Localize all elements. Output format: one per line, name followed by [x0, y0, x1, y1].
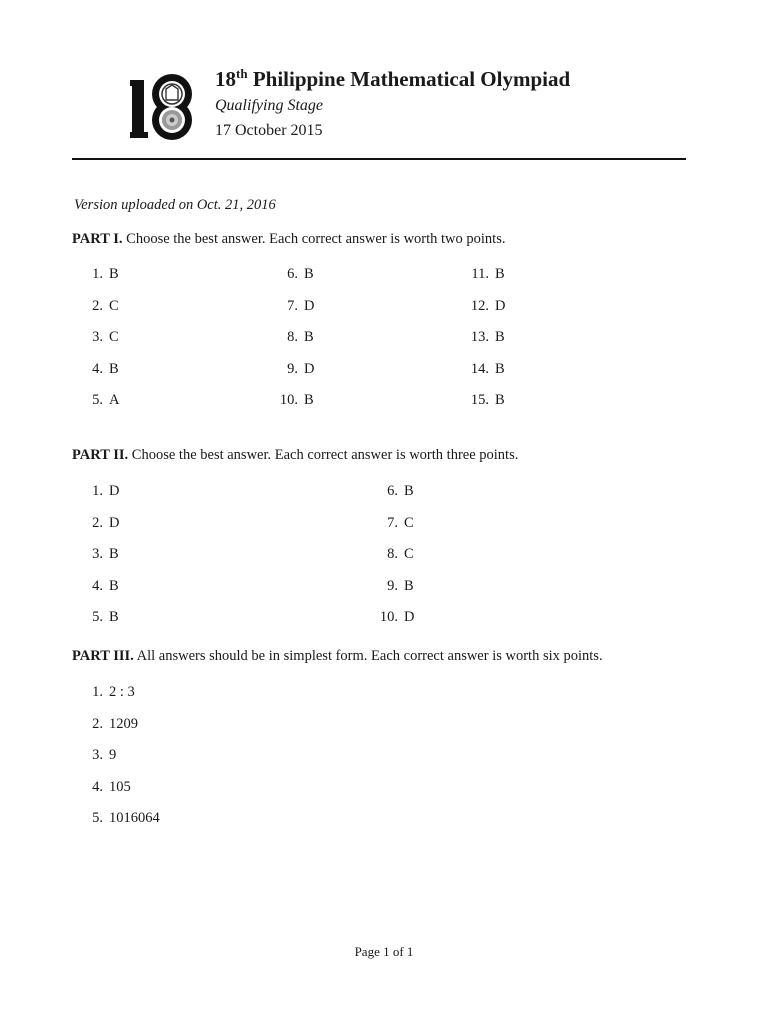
answer-value: C — [404, 546, 414, 562]
part1-answer-item — [266, 264, 314, 284]
version-note: Version uploaded on Oct. 21, 2016 — [74, 197, 276, 213]
answer-number: 5. — [92, 810, 103, 826]
part2-answer-item — [71, 607, 119, 627]
answer-number: 5. — [92, 392, 103, 408]
answer-number: 4. — [92, 360, 103, 377]
part3-heading: PART III. All answers should be in simplest form. Each correct answer is worth six points. — [72, 648, 603, 664]
part2-answer-item — [366, 607, 414, 627]
answer-value: D — [109, 514, 120, 531]
part1-answer-item — [71, 359, 119, 379]
answer-value: 1209 — [109, 715, 138, 732]
answer-value: C — [109, 297, 119, 314]
answer-value: 1016064 — [109, 810, 160, 826]
answer-number: 6. — [287, 266, 298, 282]
answer-number: 2. — [92, 715, 103, 732]
answer-number: 1. — [92, 684, 103, 700]
pmo-18-logo — [130, 72, 196, 140]
answer-value: C — [109, 329, 119, 345]
answer-number: 3. — [92, 546, 103, 562]
part3-answer-item — [71, 745, 116, 765]
document-header — [215, 64, 570, 144]
answer-value: 2 : 3 — [109, 684, 135, 700]
answer-number: 1. — [92, 266, 103, 282]
page-footer: Page 1 of 1 — [354, 944, 414, 959]
part2-answer-item — [71, 576, 119, 596]
part2-answer-item — [366, 544, 414, 564]
answer-number: 15. — [470, 392, 489, 408]
answer-value: B — [109, 266, 119, 282]
part2-answer-item — [71, 513, 119, 533]
part2-answer-item — [71, 544, 119, 564]
answer-value: B — [495, 266, 505, 282]
part2-heading: PART II. Choose the best answer. Each correct answer is worth three points. — [72, 447, 519, 463]
part1-answer-item — [71, 264, 119, 284]
answer-value: D — [495, 297, 506, 314]
competition-title: 18th Philippine Mathematical Olympiad — [215, 66, 571, 91]
answer-value: C — [404, 514, 414, 531]
answer-value: B — [109, 360, 119, 377]
answer-value: B — [404, 483, 414, 499]
answer-number: 8. — [287, 329, 298, 345]
answer-number: 6. — [387, 483, 398, 499]
header-divider — [72, 158, 686, 160]
answer-number: 2. — [92, 514, 103, 531]
part2-answer-item — [366, 481, 414, 501]
part1-heading: PART I. Choose the best answer. Each correct answer is worth two points. — [72, 231, 506, 247]
part2-answer-item — [366, 576, 414, 596]
part1-answer-item — [71, 296, 119, 316]
part3-answer-item — [71, 808, 160, 828]
stage-subtitle: Qualifying Stage — [215, 97, 323, 114]
answer-number: 10. — [279, 392, 298, 408]
part3-answer-item — [71, 714, 138, 734]
answer-number: 9. — [287, 360, 298, 377]
part3-answer-item — [71, 777, 131, 797]
answer-value: B — [495, 329, 505, 345]
answer-number: 8. — [387, 546, 398, 562]
part1-answer-item — [266, 359, 314, 379]
answer-value: B — [404, 577, 414, 594]
answer-value: B — [109, 609, 119, 625]
exam-date: 17 October 2015 — [215, 122, 323, 139]
part3-answer-item — [71, 682, 135, 702]
answer-number: 3. — [92, 329, 103, 345]
answer-number: 11. — [471, 266, 489, 282]
answer-number: 14. — [470, 360, 489, 377]
answer-number: 4. — [92, 778, 103, 795]
answer-value: D — [304, 360, 315, 377]
answer-value: A — [109, 392, 120, 408]
answer-number: 1. — [92, 483, 103, 499]
answer-value: 105 — [109, 778, 131, 795]
answer-number: 7. — [287, 297, 298, 314]
part2-answer-item — [366, 513, 414, 533]
answer-number: 4. — [92, 577, 103, 594]
answer-number: 2. — [92, 297, 103, 314]
answer-number: 3. — [92, 747, 103, 763]
part1-answer-item — [266, 390, 314, 410]
answer-value: B — [109, 546, 119, 562]
answer-value: B — [304, 266, 314, 282]
part1-answer-item — [266, 296, 314, 316]
answer-value: B — [304, 329, 314, 345]
answer-number: 13. — [470, 329, 489, 345]
answer-value: B — [304, 392, 314, 408]
answer-number: 7. — [387, 514, 398, 531]
part1-answer-item — [457, 327, 505, 347]
answer-number: 12. — [470, 297, 489, 314]
answer-value: D — [109, 483, 120, 499]
answer-value: 9 — [109, 747, 117, 763]
part2-answer-item — [71, 481, 119, 501]
part1-answer-item — [457, 264, 505, 284]
part1-answer-item — [457, 359, 505, 379]
answer-number: 5. — [92, 609, 103, 625]
answer-value: D — [304, 297, 315, 314]
part1-answer-item — [266, 327, 314, 347]
answer-number: 10. — [379, 609, 398, 625]
part1-answer-item — [457, 296, 505, 316]
part1-answer-item — [457, 390, 505, 410]
part1-answer-item — [71, 327, 119, 347]
answer-number: 9. — [387, 577, 398, 594]
part1-answer-item — [71, 390, 119, 410]
answer-value: B — [109, 577, 119, 594]
answer-value: B — [495, 392, 505, 408]
answer-value: B — [495, 360, 505, 377]
answer-value: D — [404, 609, 415, 625]
